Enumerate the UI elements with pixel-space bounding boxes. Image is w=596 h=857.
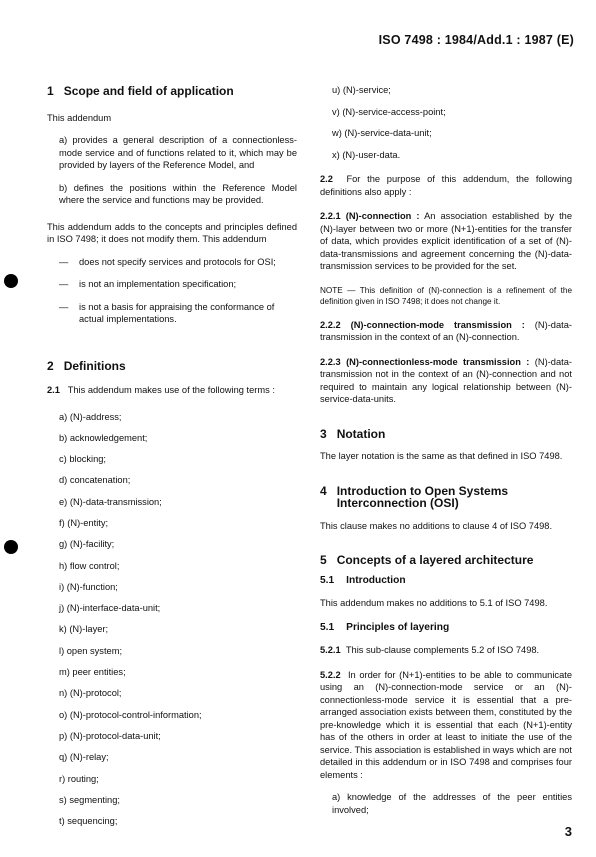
term-item: u) (N)-service;	[332, 85, 391, 95]
document-header: ISO 7498 : 1984/Add.1 : 1987 (E)	[378, 33, 574, 47]
term-item: q) (N)-relay;	[59, 752, 109, 763]
left-column	[47, 85, 297, 828]
term-item: m) peer entities;	[59, 667, 126, 678]
definition-note: NOTE — This definition of (N)-connection is a refinement of the definition given in ISO 7498; it does not change it.	[320, 285, 572, 306]
section-2-heading: 2 Definitions	[47, 358, 126, 373]
term-item: x) (N)-user-data.	[332, 149, 401, 160]
clause-5-2-1: 5.2.1 This sub-clause complements 5.2 of ISO 7498.	[320, 645, 540, 655]
subsection-principles-heading: 5.1 Principles of layering	[320, 621, 450, 633]
scope-paragraph: This addendum adds to the concepts and principles defined in ISO 7498; it does not modify them. This addendum	[47, 221, 297, 244]
term-item: n) (N)-protocol;	[59, 688, 122, 699]
scope-intro: This addendum	[47, 112, 112, 123]
notation-text: The layer notation is the same as that defined in ISO 7498.	[320, 451, 563, 461]
element-item-a: a) knowledge of the addresses of the peer entities involved;	[332, 792, 572, 815]
term-item: c) blocking;	[59, 454, 107, 465]
section-4-heading: 4 Introduction to Open Systems Interconnection (OSI)	[320, 483, 509, 510]
scope-item-b: b) defines the positions within the Reference Model where the service and functions may be provided.	[59, 182, 297, 205]
clause-2-2: 2.2 For the purpose of this addendum, the following definitions also apply :	[320, 174, 572, 197]
definition-2-2-2: 2.2.2 (N)-connection-mode transmission : (N)-data-transmission in the context of an (N)-connection.	[320, 319, 572, 342]
clause-5-2-2: 5.2.2 In order for (N+1)-entities to be able to communicate using an (N)-connection-mode service or an (N)-connectionless-mode service it is essential that a pre-arranged association exists between them, constituted by the pre-knowledge which it is essential that each (N+1)-entity has of the others in order at least to initiate the use of the service. This association is established in ways which are not detailed in this addendum or in ISO 7498 and comprises four elements :	[320, 669, 572, 780]
term-item: e) (N)-data-transmission;	[59, 496, 162, 507]
layered-intro-text: This addendum makes no additions to 5.1 of ISO 7498.	[320, 598, 548, 608]
right-column	[320, 84, 572, 816]
term-item: j) (N)-interface-data-unit;	[59, 603, 161, 614]
term-item: v) (N)-service-access-point;	[332, 106, 446, 117]
definition-2-2-3: 2.2.3 (N)-connectionless-mode transmission : (N)-data-transmission not in the context of an (N)-connection and not required to maintain any logical relationship between (N)-service-data-units.	[320, 356, 572, 404]
term-item: t) sequencing;	[59, 816, 118, 827]
punch-hole-bottom	[4, 540, 18, 554]
term-item: a) (N)-address;	[59, 411, 122, 422]
scope-dash-item: — is not a basis for appraising the conformance of actual implementations.	[59, 301, 275, 324]
section-5-heading: 5 Concepts of a layered architecture	[320, 553, 534, 567]
term-item: s) segmenting;	[59, 794, 120, 805]
section-1-heading: 1 Scope and field of application	[47, 84, 234, 98]
terms-list-left	[47, 411, 297, 828]
terms-list-right	[320, 84, 572, 161]
term-item: w) (N)-service-data-unit;	[332, 128, 432, 138]
term-item: i) (N)-function;	[59, 581, 118, 592]
term-item: g) (N)-facility;	[59, 539, 115, 550]
term-item: o) (N)-protocol-control-information;	[59, 709, 202, 720]
page-number: 3	[564, 824, 572, 839]
scope-item-a: a) provides a general description of a connectionless-mode service and of functions related to it, which may be provided by layers of the Reference Model, and	[59, 135, 297, 170]
term-item: d) concatenation;	[59, 475, 131, 486]
term-item: h) flow control;	[59, 560, 120, 571]
intro-osi-text: This clause makes no additions to clause 4 of ISO 7498.	[320, 520, 553, 531]
term-item: f) (N)-entity;	[59, 517, 109, 528]
term-item: k) (N)-layer;	[59, 624, 109, 635]
term-item: l) open system;	[59, 645, 123, 656]
term-item: b) acknowledgement;	[59, 432, 148, 443]
scope-dash-item: — does not specify services and protocols for OSI;	[59, 256, 276, 267]
term-item: r) routing;	[59, 773, 99, 784]
scope-dash-item: — is not an implementation specification;	[59, 279, 237, 289]
section-3-heading: 3 Notation	[320, 426, 386, 441]
term-item: p) (N)-protocol-data-unit;	[59, 730, 161, 741]
clause-2-1: 2.1 This addendum makes use of the following terms :	[47, 385, 275, 395]
definition-2-2-1: 2.2.1 (N)-connection : An association established by the (N)-layer between two or more (N+1)-entities for the transfer of data, which provides explicit identification of a set of (N)-data-transmissions and agreement concerning the (N)-data-transmission services to be provided for the set.	[320, 211, 572, 271]
punch-hole-top	[4, 274, 18, 288]
subsection-5-1-heading: 5.1 Introduction	[320, 574, 406, 586]
